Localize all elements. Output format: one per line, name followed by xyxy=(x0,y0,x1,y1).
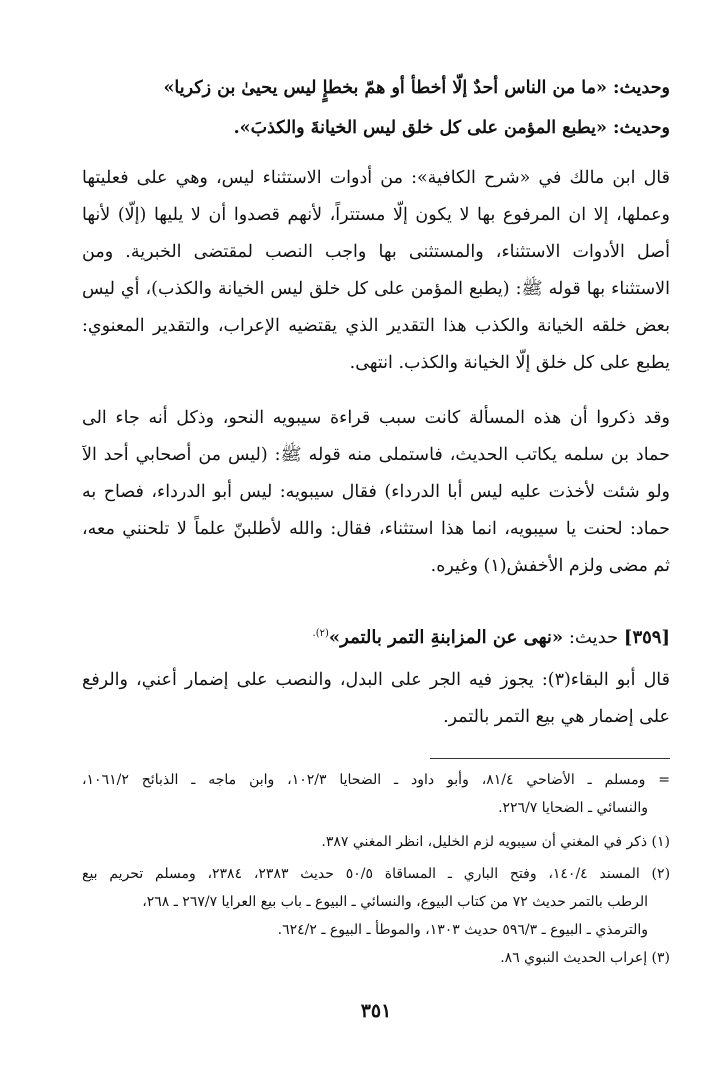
paragraph-line: وقد ذكروا أن هذه المسألة كانت سبب قراءة سيبويه النحو، وذكل أنه جاء الى xyxy=(82,408,670,428)
paragraph-line: يطبع على كل خلق إلّا الخيانة والكذب. انتهى. xyxy=(349,353,670,373)
paragraph-line: حماد: لحنت يا سيبويه، انما هذا استثناء، فقال: والله لأطلبنّ علماً لا تلحنني معه، xyxy=(82,519,670,539)
page-number: ٣٥١ xyxy=(360,1000,392,1022)
paragraph-line: ثم مضى ولزم الأخفش(١) وغيره. xyxy=(430,556,670,576)
heading-number: [٣٥٩] xyxy=(623,627,670,648)
footnote-3: (٣) إعراب الحديث النبوي ٨٦. xyxy=(500,950,670,966)
footnote-line: والترمذي ـ البيوع ـ ٥٩٦/٣ حديث ١٣٠٣، والموطأ ـ البيوع ـ ٦٢٤/٢. xyxy=(277,922,648,938)
paragraph-line: على إضمار هي بيع التمر بالتمر. xyxy=(443,707,670,727)
paragraph-line: ولو شئت لأخذت عليه ليس أبا الدرداء) فقال سيبويه: ليس أبو الدرداء، فصاح به xyxy=(82,482,670,502)
footnote-2: (٢) المسند ١٤٠/٤، وفتح الباري ـ المساقاة ٥٠/٥ حديث ٢٣٨٣، ٢٣٨٤، ومسلم تحريم بيع xyxy=(82,866,670,882)
paragraph-line: الاستثناء بها قوله ﷺ: (يطبع المؤمن على كل خلق ليس الخيانة والكذب)، أي ليس xyxy=(82,279,670,299)
paragraph-line: قال أبو البقاء(٣): يجوز فيه الجر على البدل، والنصب على إضمار أعني، والرفع xyxy=(82,670,670,690)
paragraph-line: وعملها، إلا ان المرفوع بها لا يكون إلّا مستتراً، لأنهم قصدوا أن لا يليها (إلّا) لأنها xyxy=(82,205,670,225)
paragraph-abu-baqa xyxy=(82,662,670,736)
paragraph-story xyxy=(82,400,670,585)
hadith-line-1: وحديث: «ما من الناس أحدٌ إلّا أخطأ أو همّ بخطإٍ ليس يحيىٰ بن زكريا» xyxy=(163,78,670,98)
footnote-line: والنسائي ـ الضحايا ٢٢٦/٧. xyxy=(498,800,648,816)
heading-label: حديث: xyxy=(563,627,624,648)
hadith-heading-359 xyxy=(82,614,670,654)
footnote-line: = ومسلم ـ الأضاحي ٨١/٤، وأبو داود ـ الضحايا ١٠٢/٣، وابن ماجه ـ الذبائح ١٠٦١/٢، xyxy=(82,772,670,788)
footnote-ref: (٢). xyxy=(312,628,329,639)
paragraph-line: حماد بن سلمه يكاتب الحديث، فاستملى منه قوله ﷺ: (ليس من أصحابي أحد الآ xyxy=(82,445,670,465)
section-heading xyxy=(82,614,670,654)
hadith-block xyxy=(82,68,670,148)
footnote-1: (١) ذكر في المغني أن سيبويه لزم الخليل، انظر المغني ٣٨٧. xyxy=(321,834,670,850)
footnote-separator xyxy=(430,758,670,759)
paragraph-ibn-malik xyxy=(82,160,670,382)
paragraph-line: قال ابن مالك في «شرح الكافية»: من أدوات الاستثناء ليس، وهي على فعليتها xyxy=(82,168,670,188)
paragraph-line: بعض خلقه الخيانة والكذب هذا التقدير الذي يقتضيه الإعراب، والتقدير المعنوي: xyxy=(82,316,670,336)
book-page xyxy=(82,50,670,1070)
hadith-line-2: وحديث: «يطبع المؤمن على كل خلق ليس الخيانةَ والكذبَ». xyxy=(233,118,670,138)
footnote-line: الرطب بالتمر حديث ٧٢ من كتاب البيوع، والنسائي ـ البيوع ـ باب بيع العرايا ٢٦٧/٧ ـ ٢٦٨، xyxy=(142,894,648,910)
footnotes xyxy=(82,766,670,972)
heading-quote: «نهى عن المزابنةِ التمر بالتمر» xyxy=(328,627,564,648)
paragraph-line: أصل الأدوات الاستثناء، والمستثنى بها واجب النصب لمقتضى الخبرية. ومن xyxy=(82,242,670,262)
